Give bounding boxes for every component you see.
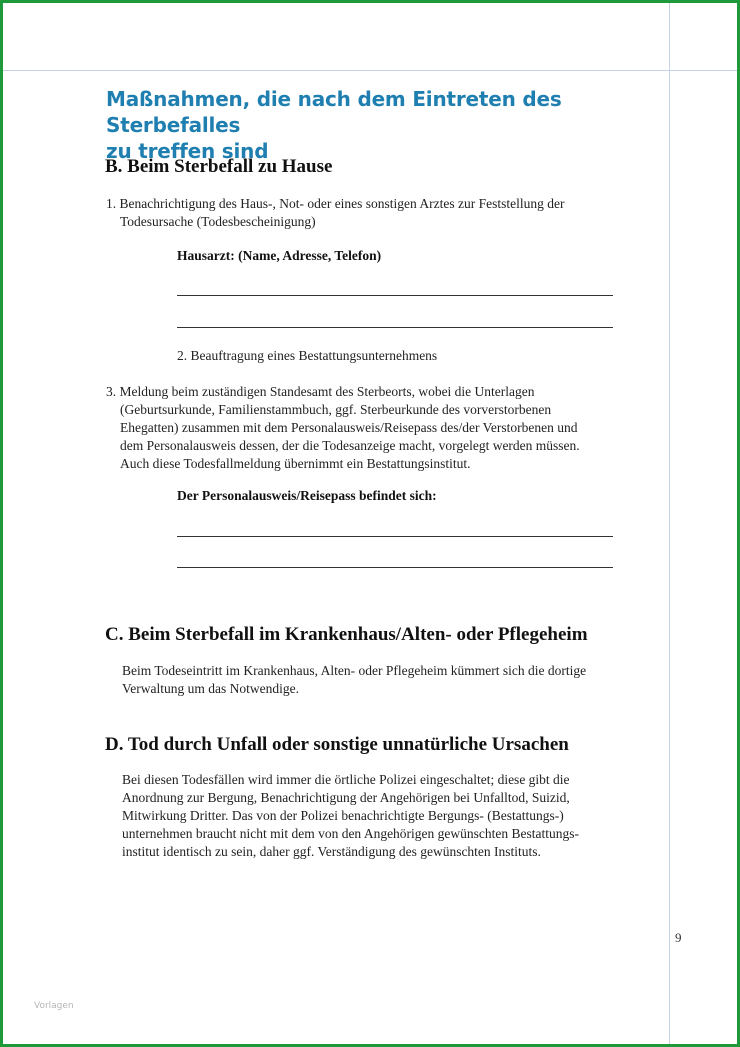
heading-line-2: zu treffen sind	[106, 139, 269, 163]
item-3-line-5: Auch diese Todesfallmeldung übernimmt ein Bestattungsinstitut.	[120, 456, 471, 471]
section-c-line-2: Verwaltung um das Notwendige.	[122, 681, 299, 696]
section-d-title: D. Tod durch Unfall oder sonstige unnatürliche Ursachen	[105, 734, 569, 755]
watermark: Vorlagen	[34, 1001, 74, 1011]
section-c-line-1: Beim Todeseintritt im Krankenhaus, Alten- oder Pflegeheim kümmert sich die dortige	[122, 663, 587, 678]
margin-guide-horizontal	[3, 70, 737, 71]
item-1-line-2: Todesursache (Todesbescheinigung)	[120, 214, 316, 229]
item-3-line-2: (Geburtsurkunde, Familienstammbuch, ggf. Sterbeurkunde des vorverstorbenen	[120, 402, 552, 417]
hausarzt-fill-line-2[interactable]	[177, 327, 613, 328]
ausweis-fill-line-1[interactable]	[177, 536, 613, 537]
ausweis-fill-line-2[interactable]	[177, 567, 613, 568]
section-d-line-5: institut identisch zu sein, daher ggf. Verständigung des gewünschten Instituts.	[122, 844, 541, 859]
section-d-line-2: Anordnung zur Bergung, Benachrichtigung der Angehörigen bei Unfalltod, Suizid,	[122, 790, 570, 805]
item-3-line-4: dem Personalausweis dessen, der die Todesanzeige macht, vorgelegt werden müssen.	[120, 438, 580, 453]
section-b-item-2: 2. Beauftragung eines Bestattungsunternehmens	[177, 348, 438, 363]
section-d-line-1: Bei diesen Todesfällen wird immer die örtliche Polizei eingeschaltet; diese gibt die	[122, 772, 570, 787]
item-3-line-1: 3. Meldung beim zuständigen Standesamt des Sterbeorts, wobei die Unterlagen	[106, 384, 535, 399]
heading-line-1: Maßnahmen, die nach dem Eintreten des Sterbefalles	[106, 87, 562, 137]
item-3-line-3: Ehegatten) zusammen mit dem Personalausweis/Reisepass des/der Verstorbenen und	[120, 420, 578, 435]
section-b-item-1	[106, 195, 565, 231]
section-b-title: B. Beim Sterbefall zu Hause	[105, 156, 333, 177]
item-1-line-1: 1. Benachrichtigung des Haus-, Not- oder eines sonstigen Arztes zur Feststellung der	[106, 196, 565, 211]
page-heading	[106, 86, 666, 164]
section-d-line-4: unternehmen braucht nicht mit dem von den Angehörigen gewünschten Bestattungs-	[122, 826, 580, 841]
section-b-item-3	[106, 383, 580, 473]
hausarzt-fill-line-1[interactable]	[177, 295, 613, 296]
section-d-line-3: Mitwirkung Dritter. Das von der Polizei benachrichtigte Bergungs- (Bestattungs-)	[122, 808, 564, 823]
section-c-title: C. Beim Sterbefall im Krankenhaus/Alten- oder Pflegeheim	[105, 624, 588, 645]
section-d-text	[122, 771, 579, 861]
page-number: 9	[675, 930, 682, 945]
hausarzt-label: Hausarzt: (Name, Adresse, Telefon)	[177, 248, 382, 263]
margin-guide-vertical	[669, 3, 670, 1044]
ausweis-label: Der Personalausweis/Reisepass befindet sich:	[177, 488, 437, 503]
section-c-text	[122, 662, 586, 698]
